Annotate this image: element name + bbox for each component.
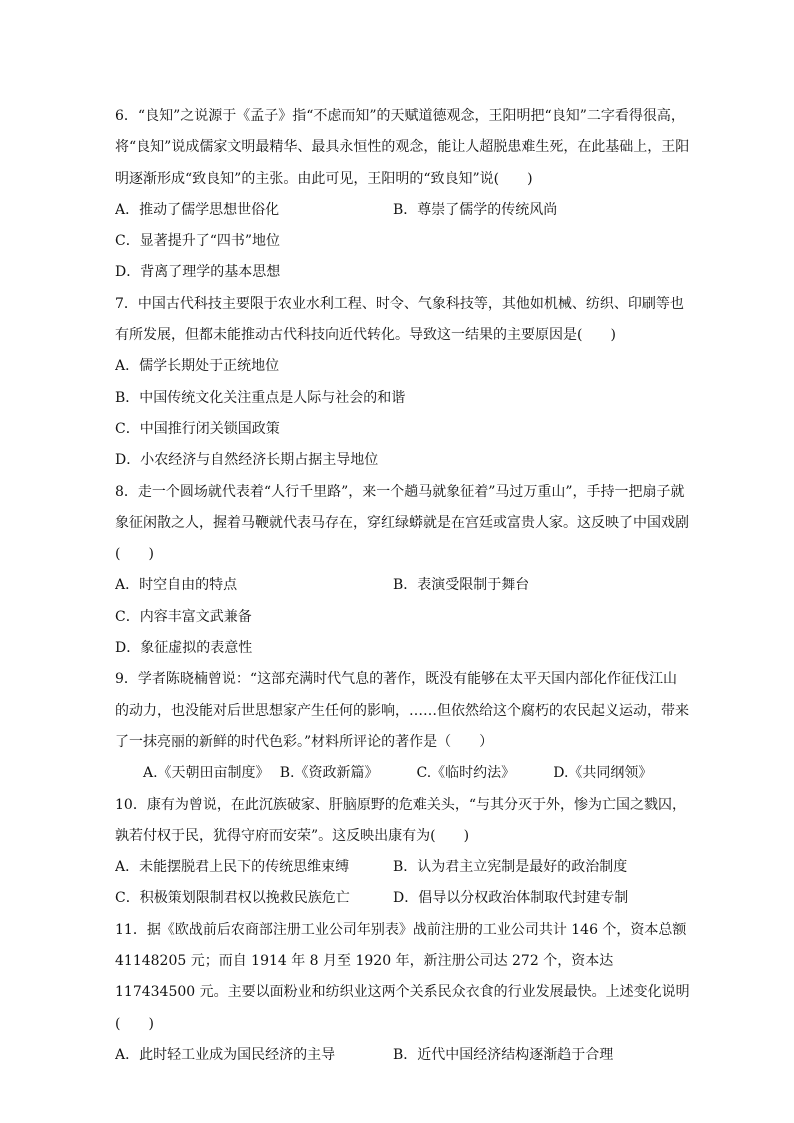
- option-d: D．象征虚拟的表意性: [115, 640, 253, 657]
- options-row: [115, 1040, 690, 1071]
- question-6-stem: 6．“良知”之说源于《孟子》指“不虑而知”的天赋道德观念，王阳明把“良知”二字看得很高，将“良知”说成儒家文明最精华、最具永恒性的观念，能让人超脱患难生死，在此基础上，王阳明逐渐形成“致良知”的主张。由此可见，王阳明的“致良知”说( ): [115, 108, 690, 187]
- option-b: B．尊崇了儒学的传统风尚: [393, 201, 558, 218]
- option-b: B.《资政新篇》: [279, 765, 379, 782]
- option-a: A．儒学长期处于正统地位: [115, 358, 280, 375]
- question-10-stem: 10．康有为曾说，在此沉族破家、肝脑原野的危难关头，“与其分灭于外，惨为亡国之戮囚，孰若付权于民，犹得守府而安荣”。这反映出康有为( ): [115, 796, 686, 844]
- option-a: A．时空自由的特点: [115, 577, 238, 594]
- option-d: D.《共同纲领》: [553, 765, 653, 782]
- option-d: D．倡导以分权政治体制取代封建专制: [393, 890, 629, 907]
- options-row: [115, 195, 690, 226]
- option-c: C．中国推行闭关锁国政策: [115, 420, 280, 437]
- options-row: [115, 570, 690, 601]
- option-b: B．认为君主立宪制是最好的政治制度: [393, 859, 628, 876]
- option-a: A.《天朝田亩制度》: [143, 765, 270, 782]
- option-b: B．近代中国经济结构逐渐趋于合理: [393, 1046, 614, 1063]
- options-row: [115, 852, 690, 883]
- option-c: C．内容丰富文武兼备: [115, 608, 252, 625]
- option-c: C.《临时约法》: [416, 765, 516, 782]
- option-d: D．背离了理学的基本思想: [115, 264, 281, 281]
- question-list: [115, 101, 690, 1071]
- option-a: A．未能摆脱君上民下的传统思维束缚: [115, 859, 350, 876]
- options-row: [115, 758, 690, 789]
- option-c: C．积极策划限制君权以挽救民族危亡: [115, 890, 350, 907]
- option-d: D．小农经济与自然经济长期占据主导地位: [115, 452, 379, 469]
- question-9-stem: 9．学者陈晓楠曾说：“这部充满时代气息的著作，既没有能够在太平天国内部化作征伐江山的动力，也没能对后世思想家产生任何的影响，……但依然给这个腐朽的农民起义运动，带来了一抹亮丽的新鲜的时代色彩。”材料所评论的著作是（ ）: [115, 671, 689, 750]
- option-a: A．推动了儒学思想世俗化: [115, 201, 280, 218]
- option-b: B．表演受限制于舞台: [393, 577, 530, 594]
- options-row: [115, 883, 690, 914]
- question-7-stem: 7．中国古代科技主要限于农业水利工程、时令、气象科技等，其他如机械、纺织、印刷等也有所发展，但都未能推动古代科技向近代转化。导致这一结果的主要原因是( ): [115, 295, 684, 344]
- question-11-stem: 11．据《欧战前后农商部注册工业公司年别表》战前注册的工业公司共计 146 个，资本总额 41148205 元；而自 1914 年 8 月至 1920 年，新注册公司达 272 个，资本达 117434500 元。主要以面粉业和纺织业这两个关系民众衣食的行业发展最快。上述变化说明( ): [115, 921, 690, 1032]
- option-a: A．此时轻工业成为国民经济的主导: [115, 1046, 336, 1063]
- question-8-stem: 8．走一个圆场就代表着“人行千里路”，来一个趟马就象征着”马过万重山”，手持一把扇子就象征闲散之人，握着马鞭就代表马存在，穿红绿蟒就是在宫廷或富贵人家。这反映了中国戏剧( ): [115, 483, 689, 563]
- option-c: C．显著提升了“四书”地位: [115, 233, 281, 250]
- option-b: B．中国传统文化关注重点是人际与社会的和谐: [115, 389, 406, 406]
